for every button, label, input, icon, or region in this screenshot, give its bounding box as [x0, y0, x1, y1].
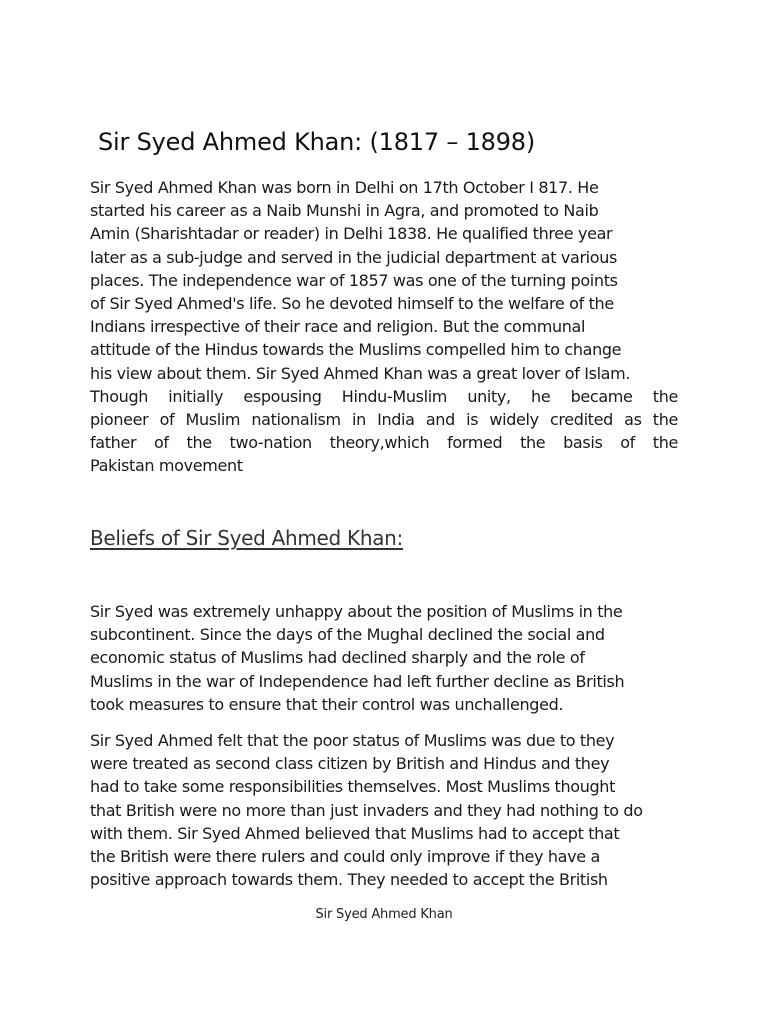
text-line: later as a sub-judge and served in the judicial department at various — [90, 247, 617, 267]
text-line: Sir Syed Ahmed felt that the poor status of Muslims was due to they — [90, 731, 615, 750]
section-heading: Beliefs of Sir Syed Ahmed Khan: — [90, 526, 403, 550]
beliefs-paragraph-1 — [90, 600, 678, 716]
text-line: Indians irrespective of their race and religion. But the communal — [90, 317, 586, 337]
text-line: Amin (Sharishtadar or reader) in Delhi 1838. He qualified three year — [90, 224, 613, 244]
text-line: father of the two-nation theory,which formed the basis of the — [90, 433, 678, 453]
text-line: Sir Syed Ahmed Khan was born in Delhi on 17th October I 817. He — [90, 178, 599, 197]
text-line: started his career as a Naib Munshi in Agra, and promoted to Naib — [90, 201, 599, 221]
text-line: took measures to ensure that their control was unchallenged. — [90, 694, 564, 714]
text-line: Pakistan movement — [90, 456, 243, 476]
text-line: attitude of the Hindus towards the Muslims compelled him to change — [90, 340, 622, 360]
text-line: pioneer of Muslim nationalism in India and is widely credited as the — [90, 410, 678, 430]
text-line: Muslims in the war of Independence had left further decline as British — [90, 671, 625, 691]
intro-paragraph — [90, 176, 678, 478]
text-line: that British were no more than just invaders and they had nothing to do — [90, 800, 643, 820]
text-line: had to take some responsibilities themselves. Most Muslims thought — [90, 777, 616, 797]
text-line: subcontinent. Since the days of the Mughal declined the social and — [90, 625, 605, 645]
text-line: were treated as second class citizen by British and Hindus and they — [90, 754, 610, 774]
text-line: his view about them. Sir Syed Ahmed Khan was a great lover of Islam. — [90, 363, 631, 383]
text-line: of Sir Syed Ahmed's life. So he devoted himself to the welfare of the — [90, 294, 614, 314]
text-line: Sir Syed was extremely unhappy about the position of Muslims in the — [90, 602, 623, 621]
text-line: with them. Sir Syed Ahmed believed that Muslims had to accept that — [90, 823, 620, 843]
page-title: Sir Syed Ahmed Khan: (1817 – 1898) — [98, 128, 536, 156]
text-line: Though initially espousing Hindu-Muslim unity, he became the — [90, 386, 678, 406]
text-line: positive approach towards them. They needed to accept the British — [90, 870, 608, 890]
page-footer: Sir Syed Ahmed Khan — [315, 907, 453, 922]
text-line: the British were there rulers and could only improve if they have a — [90, 847, 600, 867]
text-line: economic status of Muslims had declined sharply and the role of — [90, 648, 585, 668]
text-line: places. The independence war of 1857 was one of the turning points — [90, 270, 618, 290]
beliefs-paragraph-2 — [90, 729, 678, 891]
